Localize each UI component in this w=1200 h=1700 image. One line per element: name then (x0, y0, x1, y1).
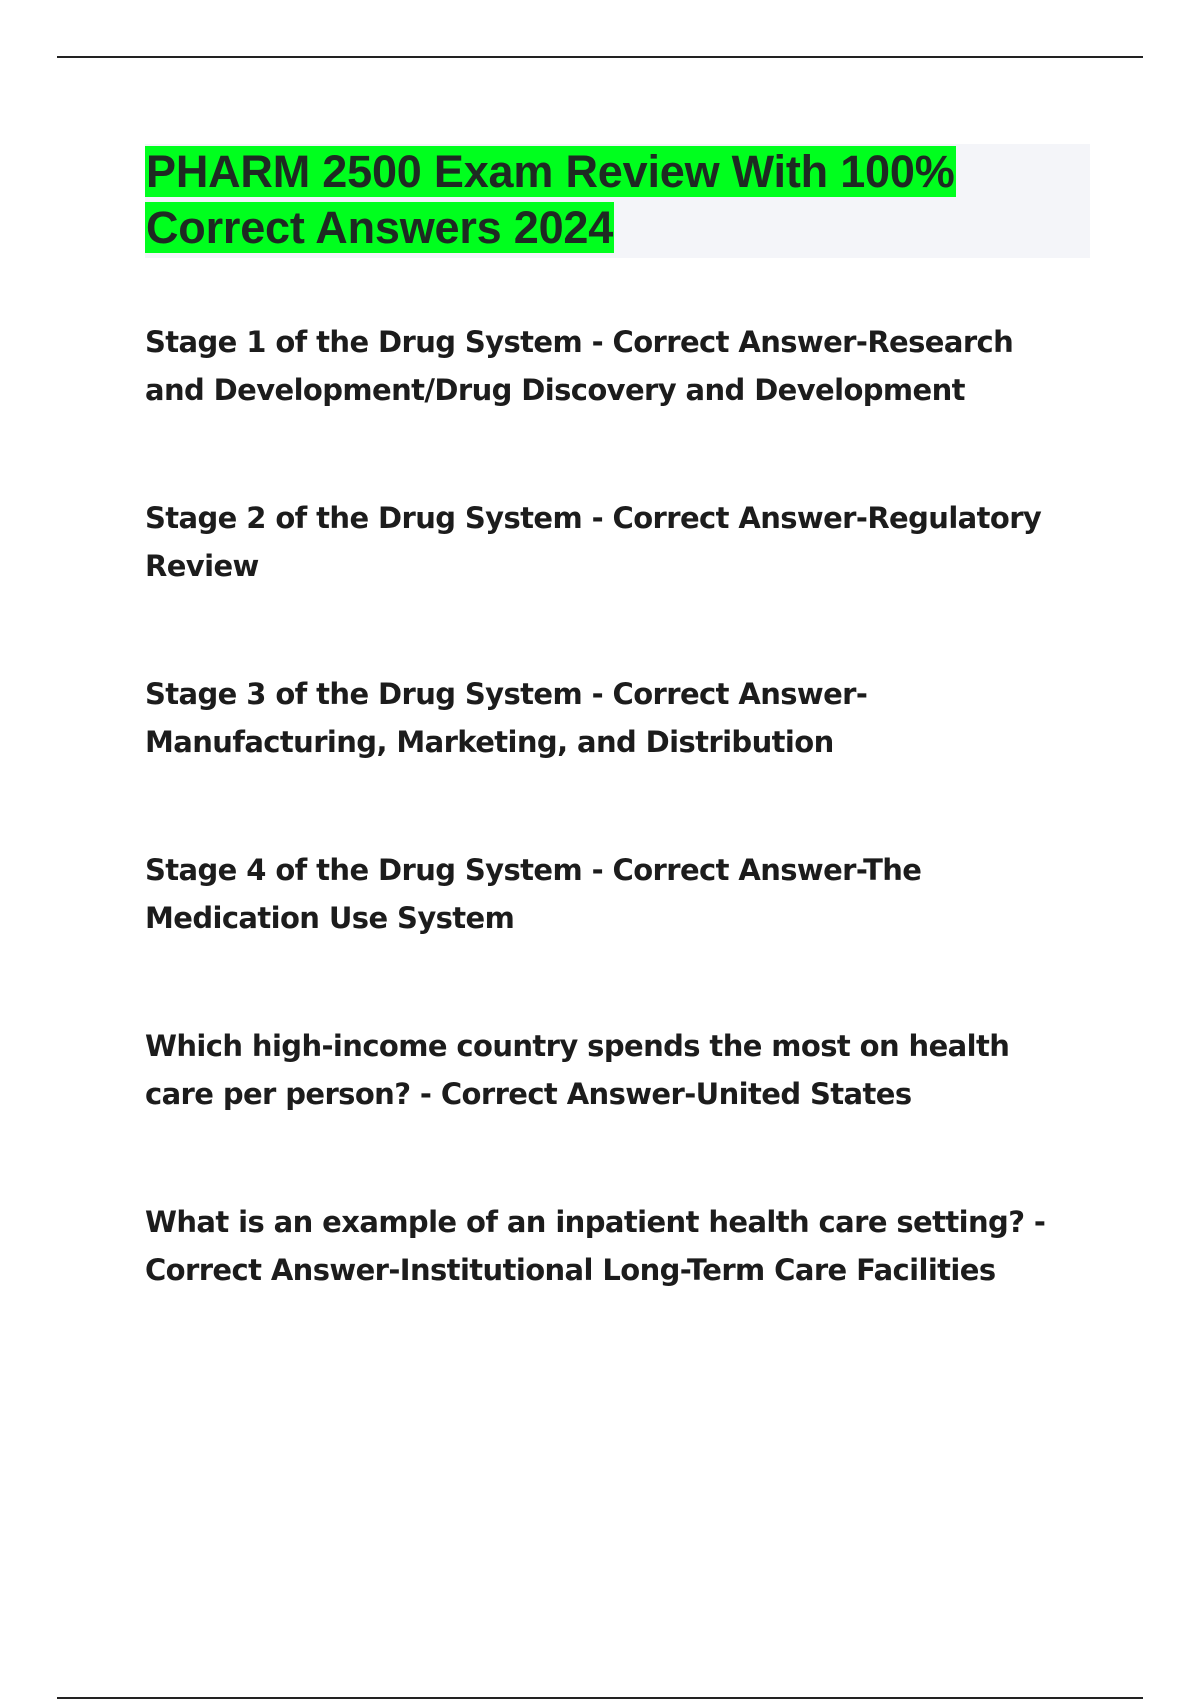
question-text: Stage 1 of the Drug System (145, 325, 583, 359)
question-text: Which high-income country spends the most on health care per person? (145, 1029, 1010, 1111)
footer-rule (57, 1697, 1143, 1699)
answer-text: Regulatory Review (145, 501, 1042, 583)
answer-separator: - Correct Answer- (582, 325, 868, 359)
answer-separator: - Correct Answer- (582, 501, 868, 535)
question-text: Stage 2 of the Drug System (145, 501, 583, 535)
title-block (145, 144, 1090, 258)
header-rule (57, 56, 1143, 58)
question-text: Stage 3 of the Drug System (145, 677, 583, 711)
question-text: What is an example of an inpatient health care setting? (145, 1205, 1025, 1239)
qa-item-6 (145, 1198, 1080, 1294)
qa-item-2 (145, 494, 1080, 590)
qa-item-3 (145, 670, 1080, 766)
answer-separator: - Correct Answer- (582, 677, 868, 711)
qa-list (145, 318, 1080, 1374)
qa-item-1 (145, 318, 1080, 414)
answer-separator: - Correct Answer- (410, 1077, 696, 1111)
answer-text: Research and Development/Drug Discovery and Development (145, 325, 1014, 407)
qa-item-4 (145, 846, 1080, 942)
title-highlight: PHARM 2500 Exam Review With 100% Correct Answers 2024 (146, 146, 955, 253)
answer-separator: - Correct Answer- (582, 853, 864, 887)
answer-separator: - Correct Answer- (145, 1205, 1046, 1287)
question-text: Stage 4 of the Drug System (145, 853, 583, 887)
qa-item-5 (145, 1022, 1080, 1118)
document-title (145, 144, 1090, 256)
answer-text: Institutional Long-Term Care Facilities (399, 1253, 996, 1287)
answer-text: Manufacturing, Marketing, and Distribution (145, 725, 834, 759)
answer-text: The Medication Use System (145, 853, 922, 935)
answer-text: United States (695, 1077, 912, 1111)
